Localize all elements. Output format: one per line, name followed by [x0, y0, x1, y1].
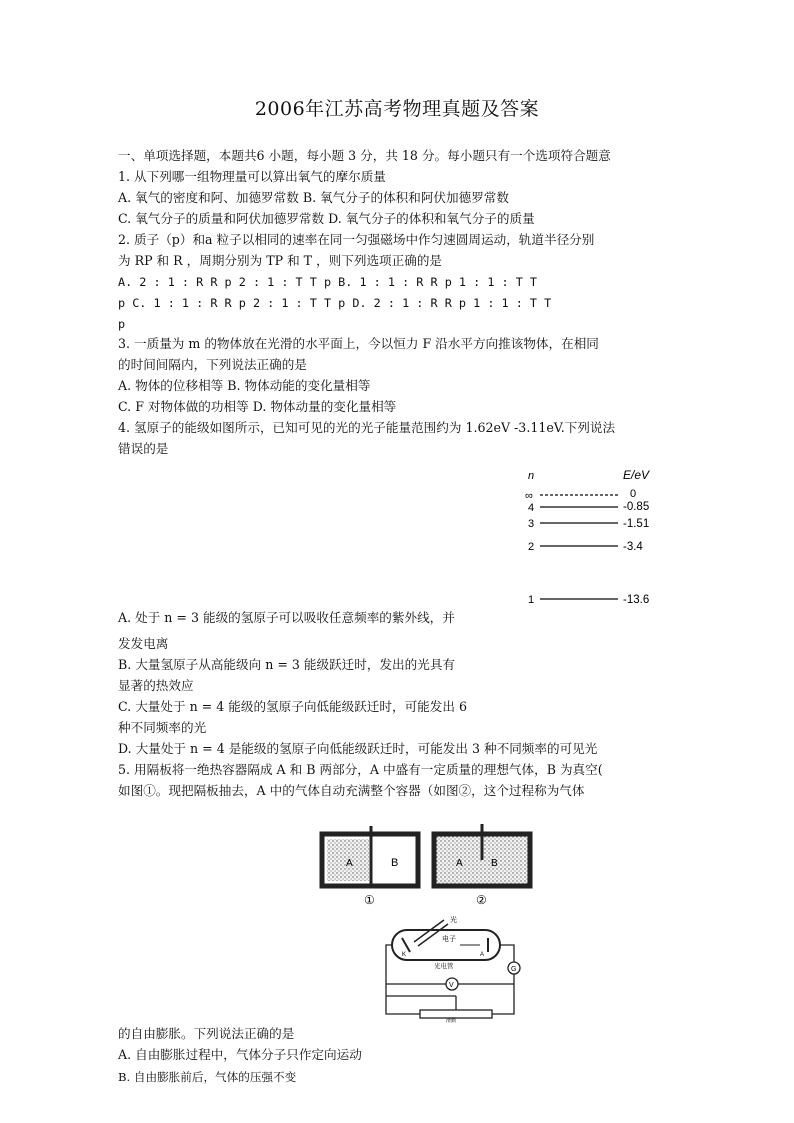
q4-option-a: A. 处于 n = 3 能级的氢原子可以吸收任意频率的紫外线，并 [118, 610, 455, 625]
q2-options-tail: p [118, 317, 126, 331]
q2-options-ab: A. 2 : 1 : R R p 2 : 1 : T T p B. 1 : 1 : R R p 1 : 1 : T T [118, 275, 538, 289]
label-b-2: B [491, 858, 498, 869]
tube-label: 光电管 [434, 963, 454, 970]
question-5: 5. 用隔板将一绝热容器隔成 A 和 B 两部分，A 中盛有一定质量的理想气体，B 为真空( [118, 762, 603, 777]
q1-options-ab: A. 氧气的密度和阿、加德罗常数 B. 氧气分子的体积和阿伏加德罗常数 [118, 190, 509, 205]
q5-option-a: A. 自由膨胀过程中，气体分子只作定向运动 [118, 1047, 362, 1062]
level-e-4: -0.85 [623, 501, 650, 513]
light-label: 光 [450, 917, 457, 924]
q4-option-c: C. 大量处于 n = 4 能级的氢原子向低能级跃迁时，可能发出 6 [118, 699, 467, 714]
question-3-cont: 的时间间隔内，下列说法正确的是 [118, 357, 307, 372]
question-5-cont-2: 的自由膨胀。下列说法正确的是 [118, 1026, 295, 1041]
level-n-1: 1 [528, 594, 535, 606]
n-axis-label: n [528, 470, 535, 482]
q4-option-b: B. 大量氢原子从高能级向 n = 3 能级跃迁时，发出的光具有 [118, 657, 456, 672]
label-a-1: A [346, 858, 353, 869]
q3-options-cd: C. F 对物体做的功相等 D. 物体动量的变化量相等 [118, 399, 397, 414]
question-4-cont: 错误的是 [118, 441, 169, 456]
a-label: A [480, 952, 485, 958]
level-e-3: -1.51 [623, 518, 650, 530]
fig-1-label: ① [364, 893, 375, 907]
q5-option-b: B. 自由膨胀前后，气体的压强不变 [118, 1070, 297, 1084]
electron-label: 电子 [442, 936, 456, 943]
q3-options-ab: A. 物体的位移相等 B. 物体动能的变化量相等 [118, 378, 371, 393]
level-n-4: 4 [528, 502, 535, 514]
section-heading: 一、单项选择题，本题共6 小题，每小题 3 分，共 18 分。每小题只有一个选项符合题意 [118, 148, 611, 163]
q2-options-cd: p C. 1 : 1 : R R p 2 : 1 : T T p D. 2 : 1 : R R p 1 : 1 : T T [118, 296, 552, 310]
question-1: 1. 从下列哪一组物理量可以算出氧气的摩尔质量 [118, 169, 386, 184]
pot-label: 滑動 [446, 1018, 457, 1024]
question-2-cont: 为 RP 和 R ，周期分别为 TP 和 T ，则下列选项正确的是 [118, 253, 443, 268]
q4-option-c-cont: 种不同频率的光 [118, 720, 207, 735]
level-e-1: -13.6 [623, 594, 650, 606]
q4-option-a-cont: 发发电离 [118, 636, 169, 651]
rheostat [420, 1010, 492, 1018]
question-5-cont: 如图①。现把隔板抽去，A 中的气体自动充满整个容器（如图②，这个过程称为气体 [118, 783, 585, 798]
fig-2-label: ② [476, 893, 487, 907]
level-e-2: -3.4 [623, 541, 643, 553]
level-n-3: 3 [528, 518, 535, 530]
k-label: K [402, 952, 407, 958]
energy-axis-label: E/eV [623, 468, 650, 482]
cathode [402, 938, 410, 952]
q4-option-b-cont: 显著的热效应 [118, 678, 194, 693]
q4-option-d: D. 大量处于 n = 4 是能级的氢原子向低能级跃迁时，可能发出 3 种不同频率的可见光 [118, 741, 598, 756]
question-4: 4. 氢原子的能级如图所示，已知可见的光的光子能量范围约为 1.62eV -3.11eV.下列说法 [118, 420, 616, 435]
meter-v-label: V [449, 982, 454, 989]
level-n-inf: ∞ [525, 490, 533, 502]
photoelectric-circuit [380, 912, 530, 1024]
container-figure [316, 824, 536, 910]
label-b-1: B [391, 857, 399, 869]
label-a-2: A [456, 858, 463, 869]
page-title: 2006年江苏高考物理真题及答案 [254, 98, 540, 120]
q1-options-cd: C. 氧气分子的质量和阿伏加德罗常数 D. 氧气分子的体积和氧气分子的质量 [118, 211, 535, 226]
question-2: 2. 质子（p）和a 粒子以相同的速率在同一匀强磁场中作匀速圆周运动，轨道半径分别 [118, 232, 595, 247]
level-e-inf: 0 [630, 488, 637, 500]
energy-level-diagram [520, 466, 670, 611]
question-3: 3. 一质量为 m 的物体放在光滑的水平面上，今以恒力 F 沿水平方向推该物体，在相同 [118, 336, 599, 351]
level-n-2: 2 [528, 541, 535, 553]
meter-g-label: G [511, 966, 517, 973]
